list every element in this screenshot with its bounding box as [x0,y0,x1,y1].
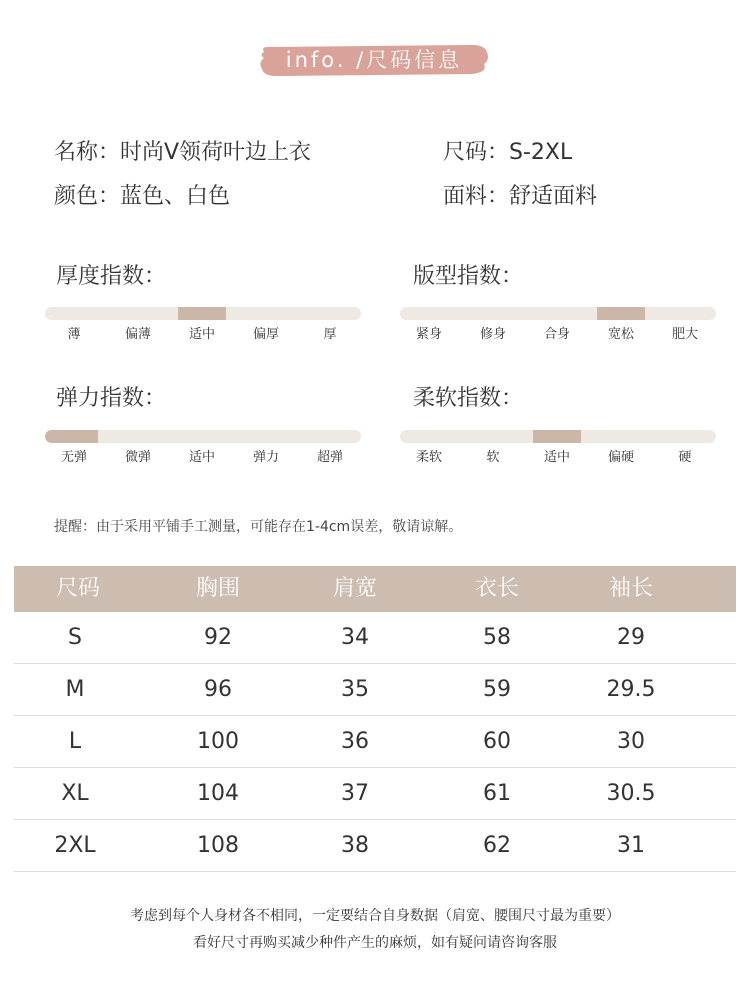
table-cell: 34 [341,625,369,650]
index-label: 肥大 [671,327,698,342]
size-table [14,566,736,872]
index-label: 适中 [188,327,215,342]
table-cell: XL [61,781,89,806]
index-label: 适中 [188,450,215,465]
table-cell: 35 [341,677,369,702]
table-cell: S [68,625,82,650]
table-cell: 38 [341,833,369,858]
index-label: 微弹 [124,450,151,465]
table-cell: L [68,729,82,754]
index-label: 合身 [543,327,570,342]
table-cell: 96 [204,677,232,702]
footer-advice-line-1: 考虑到每个人身材各不相同，一定要结合自身数据（肩宽、腰围尺寸最为重要） [130,908,620,924]
table-header-cell: 衣长 [474,576,519,601]
measurement-note: 提醒：由于采用平铺手工测量，可能存在1-4cm误差，敬请谅解。 [54,519,463,535]
table-cell: 30 [617,729,645,754]
fit-index-title: 版型指数： [413,264,524,289]
table-row [14,820,736,872]
index-label: 宽松 [607,327,634,342]
index-label: 柔软 [415,450,442,465]
table-cell: 100 [197,729,239,754]
table-row [14,664,736,716]
table-cell: 37 [341,781,369,806]
table-cell: 104 [197,781,239,806]
table-cell: 31 [617,833,645,858]
index-label: 无弹 [60,450,87,465]
index-label: 偏薄 [124,327,151,342]
index-label: 厚 [323,327,337,342]
thickness-index-bar [45,307,361,320]
banner-title: info. /尺码信息 [285,48,463,72]
thickness-index-marker [178,307,226,320]
softness-index-labels [400,449,716,467]
softness-index-title: 柔软指数： [413,386,524,411]
table-cell: 58 [483,625,511,650]
product-size-range: 尺码：S-2XL [443,140,573,165]
table-cell: 60 [483,729,511,754]
table-cell: 62 [483,833,511,858]
softness-index-bar [400,430,716,443]
index-label: 超弹 [316,450,343,465]
section-banner [258,42,490,78]
table-cell: 108 [197,833,239,858]
table-row [14,768,736,820]
index-label: 适中 [543,450,570,465]
table-row [14,716,736,768]
fit-index-bar [400,307,716,320]
table-header-cell: 袖长 [608,576,653,601]
elasticity-index-title: 弹力指数： [56,386,167,411]
fit-index-labels [400,326,716,344]
table-cell: 59 [483,677,511,702]
elasticity-index-marker [45,430,98,443]
index-label: 紧身 [415,327,442,342]
table-cell: 2XL [54,833,96,858]
table-cell: 36 [341,729,369,754]
table-row [14,612,736,664]
elasticity-index-bar [45,430,361,443]
product-color: 颜色：蓝色、白色 [54,184,231,209]
thickness-index-title: 厚度指数： [56,264,167,289]
table-header-cell: 尺码 [55,576,100,601]
index-label: 硬 [678,450,692,465]
index-label: 薄 [67,327,81,342]
softness-index-marker [533,430,581,443]
table-cell: 29 [617,625,645,650]
elasticity-index-labels [45,449,361,467]
table-header-cell: 肩宽 [332,576,377,601]
table-header-cell: 胸围 [195,576,240,601]
index-label: 软 [486,450,500,465]
index-label: 修身 [479,327,506,342]
table-cell: 61 [483,781,511,806]
product-name: 名称：时尚V领荷叶边上衣 [54,140,312,165]
table-cell: 29.5 [606,677,656,702]
product-fabric: 面料：舒适面料 [443,184,598,209]
fit-index-marker [597,307,645,320]
index-label: 偏厚 [252,327,279,342]
table-cell: 30.5 [606,781,656,806]
footer-advice-line-2: 看好尺寸再购买减少种件产生的麻烦，如有疑问请咨询客服 [193,935,557,951]
table-cell: M [65,677,85,702]
table-body [14,612,736,872]
thickness-index-labels [45,326,361,344]
table-cell: 92 [204,625,232,650]
table-header [14,566,736,612]
index-label: 弹力 [252,450,279,465]
index-label: 偏硬 [607,450,634,465]
